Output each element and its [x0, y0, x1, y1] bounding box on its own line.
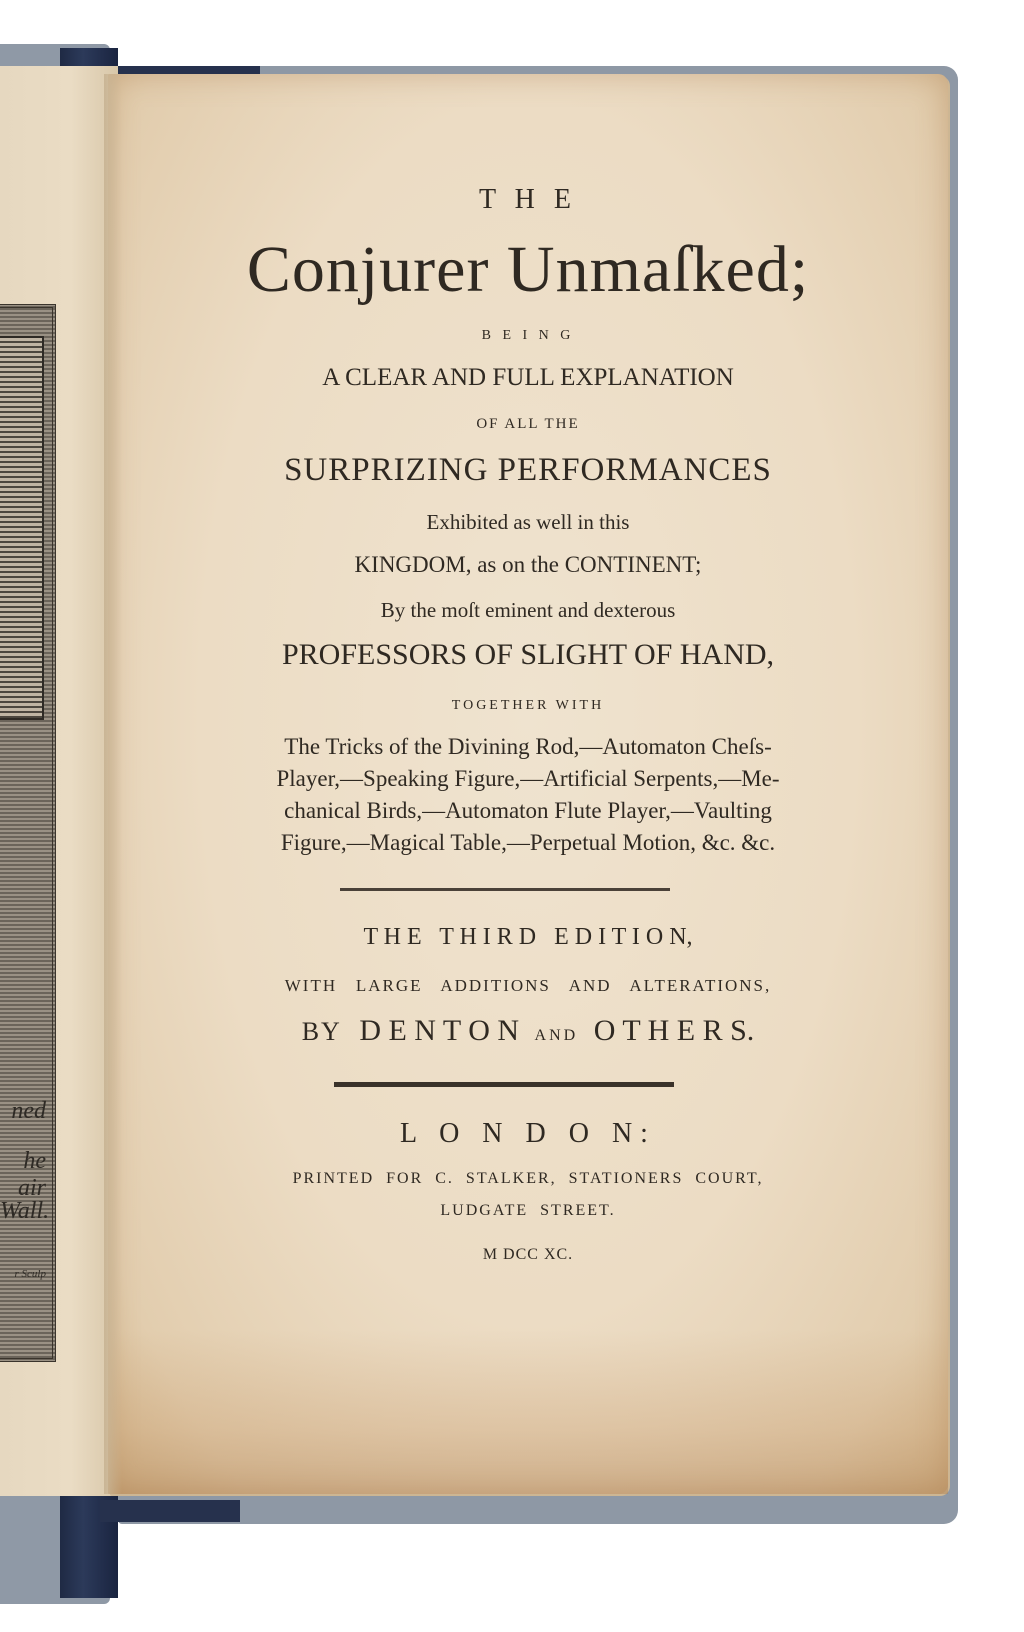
cover-cloth-bottom: [100, 1500, 240, 1522]
subtitle-line-2: OF ALL THE: [476, 416, 580, 432]
imprint-street: LUDGATE STREET.: [440, 1202, 616, 1219]
imprint-city: L O N D O N:: [400, 1118, 656, 1149]
and-word: AND: [534, 1027, 579, 1044]
edition-line: T H E T H I R D E D I T I O N,: [363, 924, 693, 950]
being-label: B E I N G: [481, 328, 575, 343]
page-title: Conjurer Unmaſked;: [246, 233, 810, 306]
contents-line-3: chanical Birds,—Automaton Flute Player,—Vaulting: [284, 798, 772, 823]
contents-line-2: Player,—Speaking Figure,—Artificial Serpents,—Me-: [276, 766, 780, 791]
frontispiece-page: [0, 66, 118, 1496]
subtitle-line-3: SURPRIZING PERFORMANCES: [284, 452, 772, 488]
together-with-label: TOGETHER WITH: [451, 698, 605, 713]
subtitle-line-4: Exhibited as well in this: [426, 510, 630, 534]
additions-line: WITH LARGE ADDITIONS AND ALTERATIONS,: [284, 976, 772, 995]
engraving-detail: [0, 336, 44, 720]
divider-rule-1: [340, 888, 670, 891]
caption-line-2: he air: [17, 1148, 46, 1201]
author-others: O T H E R S.: [593, 1014, 755, 1047]
caption-line-1: ned: [11, 1098, 46, 1124]
subtitle-line-7: PROFESSORS OF SLIGHT OF HAND,: [281, 638, 775, 671]
engraver-credit: r Sculp: [14, 1268, 46, 1280]
subtitle-line-5: KINGDOM, as on the CONTINENT;: [354, 552, 702, 577]
subtitle-line-6: By the moſt eminent and dexterous: [380, 598, 676, 622]
contents-line-1: The Tricks of the Divining Rod,—Automaton Cheſs-: [284, 734, 772, 759]
title-the: T H E: [479, 184, 577, 215]
subtitle-line-1: A CLEAR AND FULL EXPLANATION: [322, 364, 734, 391]
by-word: BY: [301, 1017, 342, 1046]
author-denton: D E N T O N: [359, 1014, 520, 1047]
divider-rule-2: [334, 1082, 674, 1087]
authors-line: [108, 1014, 948, 1048]
caption-line-3: Wall.: [0, 1198, 50, 1224]
imprint-year: M DCC XC.: [482, 1246, 574, 1263]
imprint-printer: PRINTED FOR C. STALKER, STATIONERS COURT,: [292, 1170, 764, 1187]
page-foxing-edge: [108, 1330, 948, 1494]
contents-line-4: Figure,—Magical Table,—Perpetual Motion, &c. &c.: [280, 830, 776, 855]
